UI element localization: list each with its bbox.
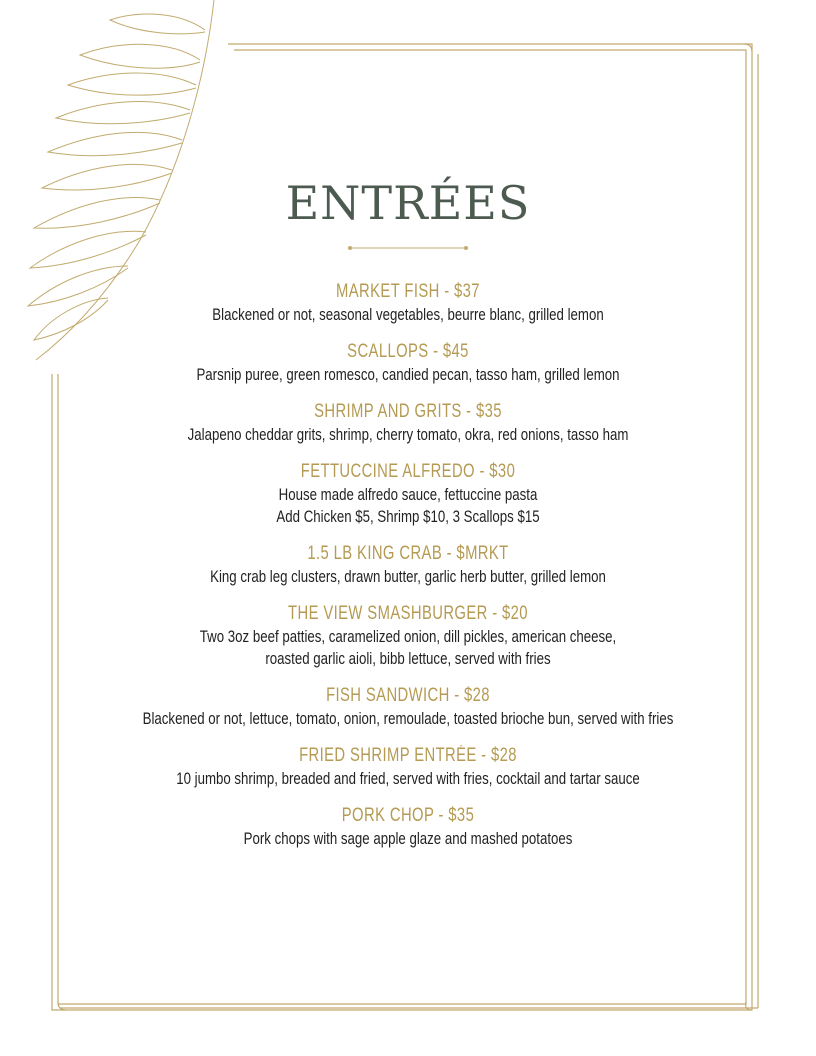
item-description: Pork chops with sage apple glaze and mashed potatoes (243, 829, 573, 848)
item-description: 10 jumbo shrimp, breaded and fried, served with fries, cocktail and tartar sauce (176, 769, 640, 788)
item-name: PORK CHOP - $35 (341, 805, 475, 826)
menu-item (60, 744, 756, 790)
menu-list (60, 280, 756, 864)
title-divider (346, 244, 470, 252)
item-description: Add Chicken $5, Shrimp $10, 3 Scallops $15 (276, 507, 540, 526)
menu-item (60, 460, 756, 528)
menu-item (60, 684, 756, 730)
item-description: Two 3oz beef patties, caramelized onion, dill pickles, american cheese, (199, 627, 617, 646)
menu-item (60, 340, 756, 386)
item-name: FETTUCCINE ALFREDO - $30 (300, 461, 516, 482)
menu-item (60, 400, 756, 446)
item-name: SHRIMP AND GRITS - $35 (314, 401, 502, 422)
item-name: THE VIEW SMASHBURGER - $20 (288, 603, 528, 624)
item-name: FISH SANDWICH - $28 (326, 685, 490, 706)
item-description: roasted garlic aioli, bibb lettuce, served with fries (265, 649, 551, 668)
menu-item (60, 602, 756, 670)
item-description: House made alfredo sauce, fettuccine pasta (278, 485, 538, 504)
item-name: FRIED SHRIMP ENTRÉE - $28 (299, 745, 517, 766)
item-name: MARKET FISH - $37 (336, 281, 480, 302)
page-title: ENTRÉES (285, 176, 531, 230)
item-name: 1.5 LB KING CRAB - $MRKT (307, 543, 509, 564)
item-description: Blackened or not, lettuce, tomato, onion, remoulade, toasted brioche bun, served with fries (142, 709, 674, 728)
item-description: Parsnip puree, green romesco, candied pecan, tasso ham, grilled lemon (196, 365, 620, 384)
item-description: Blackened or not, seasonal vegetables, beurre blanc, grilled lemon (212, 305, 604, 324)
menu-item (60, 542, 756, 588)
menu-item (60, 804, 756, 850)
item-name: SCALLOPS - $45 (347, 341, 469, 362)
item-description: King crab leg clusters, drawn butter, garlic herb butter, grilled lemon (210, 567, 606, 586)
item-description: Jalapeno cheddar grits, shrimp, cherry tomato, okra, red onions, tasso ham (187, 425, 629, 444)
menu-item (60, 280, 756, 326)
